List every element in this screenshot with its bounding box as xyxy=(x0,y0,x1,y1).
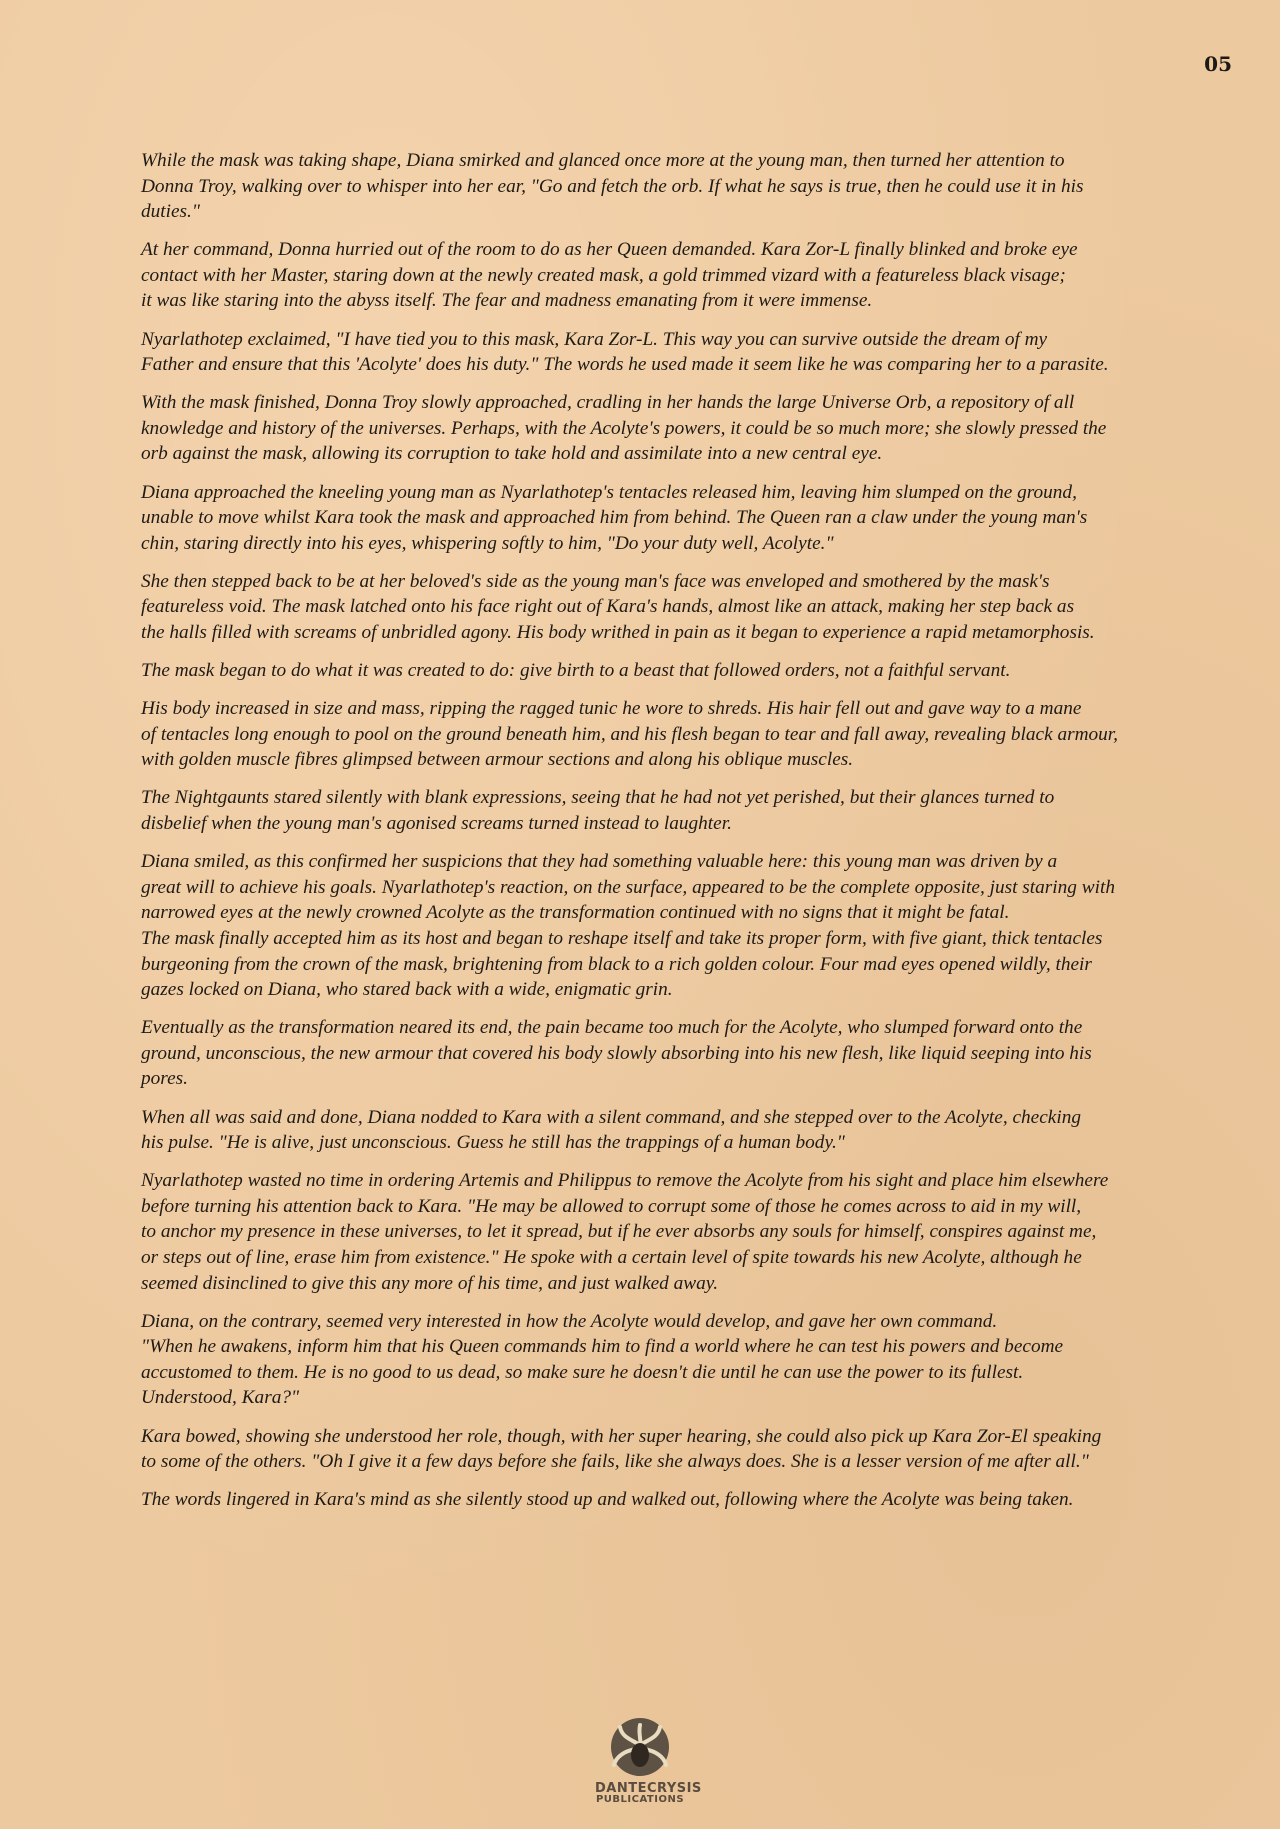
text-line: Diana smiled, as this confirmed her suspicions that they had something valuable here: this young man was driven by a xyxy=(141,851,1058,873)
text-line: orb against the mask, allowing its corruption to take hold and assimilate into a new central eye. xyxy=(141,443,883,465)
text-line: With the mask finished, Donna Troy slowly approached, cradling in her hands the large Universe Orb, a repository of all xyxy=(141,392,1075,414)
text-line: Nyarlathotep wasted no time in ordering Artemis and Philippus to remove the Acolyte from his sight and place him elsewhere xyxy=(141,1170,1109,1192)
text-line: "When he awakens, inform him that his Queen commands him to find a world where he can test his powers and become xyxy=(141,1336,1064,1358)
paragraph xyxy=(141,1105,1171,1156)
logo-name: DANTECRYSIS xyxy=(595,1781,702,1796)
text-line: unable to move whilst Kara took the mask and approached him from behind. The Queen ran a claw under the young man's xyxy=(141,507,1088,529)
paragraph xyxy=(141,1424,1171,1475)
text-line: Diana approached the kneeling young man as Nyarlathotep's tentacles released him, leaving him slumped on the ground, xyxy=(141,481,1077,503)
text-line: seemed disinclined to give this any more of his time, and just walked away. xyxy=(141,1272,719,1294)
text-line: it was like staring into the abyss itself. The fear and madness emanating from it were immense. xyxy=(141,290,873,312)
text-line: The words lingered in Kara's mind as she silently stood up and walked out, following where the Acolyte was being taken. xyxy=(141,1489,1074,1511)
text-line: the halls filled with screams of unbridled agony. His body writhed in pain as it began to experience a rapid metamorphosis. xyxy=(141,622,1095,643)
paragraph xyxy=(141,390,1171,467)
text-line: pores. xyxy=(141,1068,188,1090)
paragraph xyxy=(141,1015,1171,1092)
page-number: 05 xyxy=(1204,52,1232,76)
text-line: knowledge and history of the universes. Perhaps, with the Acolyte's powers, it could be so much more; she slowly pressed the xyxy=(141,417,1107,439)
text-line: accustomed to them. He is no good to us dead, so make sure he doesn't die until he can use the power to its fullest. xyxy=(141,1361,1024,1383)
text-line: She then stepped back to be at her beloved's side as the young man's face was enveloped and smothered by the mask's xyxy=(141,570,1050,592)
text-line: disbelief when the young man's agonised screams turned instead to laughter. xyxy=(141,813,732,835)
paragraph xyxy=(141,480,1171,557)
text-line: narrowed eyes at the newly crowned Acolyte as the transformation continued with no signs that it might be fatal. xyxy=(141,902,1010,924)
text-line: of tentacles long enough to pool on the ground beneath him, and his flesh began to tear and fall away, revealing black armour, xyxy=(141,723,1118,745)
text-line: Father and ensure that this 'Acolyte' does his duty." The words he used made it seem like he was comparing her to a parasite. xyxy=(141,354,1109,376)
paragraph xyxy=(141,658,1171,684)
text-line: chin, staring directly into his eyes, whispering softly to him, "Do your duty well, Acolyte." xyxy=(141,532,834,554)
text-line: with golden muscle fibres glimpsed between armour sections and along his oblique muscles. xyxy=(141,749,854,771)
text-line: Kara bowed, showing she understood her role, though, with her super hearing, she could also pick up Kara Zor-El speaking xyxy=(141,1425,1102,1447)
text-line: The mask finally accepted him as its host and began to reshape itself and take its proper form, with five giant, thick tentacles xyxy=(141,927,1103,949)
text-line: his pulse. "He is alive, just unconscious. Guess he still has the trappings of a human body." xyxy=(141,1132,845,1154)
paragraph xyxy=(141,1309,1171,1411)
text-line: While the mask was taking shape, Diana smirked and glanced once more at the young man, then turned her attention to xyxy=(141,150,1065,171)
paragraph xyxy=(141,696,1171,773)
publisher-logo xyxy=(595,1715,702,1805)
paragraph xyxy=(141,237,1171,314)
text-line: His body increased in size and mass, ripping the ragged tunic he wore to shreds. His hair fell out and gave way to a mane xyxy=(141,698,1082,720)
text-line: or steps out of line, erase him from existence." He spoke with a certain level of spite towards his new Acolyte, although he xyxy=(141,1246,1082,1268)
text-line: The Nightgaunts stared silently with blank expressions, seeing that he had not yet perished, but their glances turned to xyxy=(141,787,1055,809)
paragraph xyxy=(141,327,1171,378)
text-line: to anchor my presence in these universes, to let it spread, but if he ever absorbs any souls for himself, conspires against me, xyxy=(141,1221,1097,1243)
text-line: before turning his attention back to Kara. "He may be allowed to corrupt some of those he comes across to aid in my will, xyxy=(141,1195,1082,1217)
paragraph xyxy=(141,569,1171,646)
text-line: great will to achieve his goals. Nyarlathotep's reaction, on the surface, appeared to be the complete opposite, just staring with xyxy=(141,876,1115,898)
text-line: Nyarlathotep exclaimed, "I have tied you to this mask, Kara Zor-L. This way you can survive outside the dream of my xyxy=(141,328,1048,350)
logo-subtitle: PUBLICATIONS xyxy=(595,1794,685,1805)
paragraph xyxy=(141,1168,1171,1296)
kraken-emblem-icon xyxy=(602,1715,678,1777)
paragraph xyxy=(141,785,1171,836)
text-line: At her command, Donna hurried out of the room to do as her Queen demanded. Kara Zor-L finally blinked and broke eye xyxy=(141,239,1078,261)
story-text xyxy=(141,148,1171,1525)
text-line: When all was said and done, Diana nodded to Kara with a silent command, and she stepped over to the Acolyte, checking xyxy=(141,1106,1081,1128)
text-line: Eventually as the transformation neared its end, the pain became too much for the Acolyte, who slumped forward onto the xyxy=(141,1017,1083,1039)
text-line: Diana, on the contrary, seemed very interested in how the Acolyte would develop, and gave her own command. xyxy=(141,1310,998,1332)
text-line: gazes locked on Diana, who stared back with a wide, enigmatic grin. xyxy=(141,979,673,1001)
paragraph xyxy=(141,148,1171,225)
text-line: to some of the others. "Oh I give it a few days before she fails, like she always does. She is a lesser version of me after all." xyxy=(141,1451,1089,1473)
paragraph xyxy=(141,849,1171,1003)
text-line: Understood, Kara?" xyxy=(141,1387,300,1409)
text-line: featureless void. The mask latched onto his face right out of Kara's hands, almost like an attack, making her step back as xyxy=(141,596,1075,618)
text-line: duties." xyxy=(141,201,200,223)
paragraph xyxy=(141,1487,1171,1513)
text-line: Donna Troy, walking over to whisper into her ear, "Go and fetch the orb. If what he says is true, then he could use it in his xyxy=(141,175,1084,197)
text-line: burgeoning from the crown of the mask, brightening from black to a rich golden colour. Four mad eyes opened wildly, their xyxy=(141,953,1092,975)
text-line: ground, unconscious, the new armour that covered his body slowly absorbing into his new flesh, like liquid seeping into his xyxy=(141,1042,1092,1064)
text-line: The mask began to do what it was created to do: give birth to a beast that followed orders, not a faithful servant. xyxy=(141,660,1011,682)
text-line: contact with her Master, staring down at the newly created mask, a gold trimmed vizard with a featureless black visage; xyxy=(141,264,1066,286)
